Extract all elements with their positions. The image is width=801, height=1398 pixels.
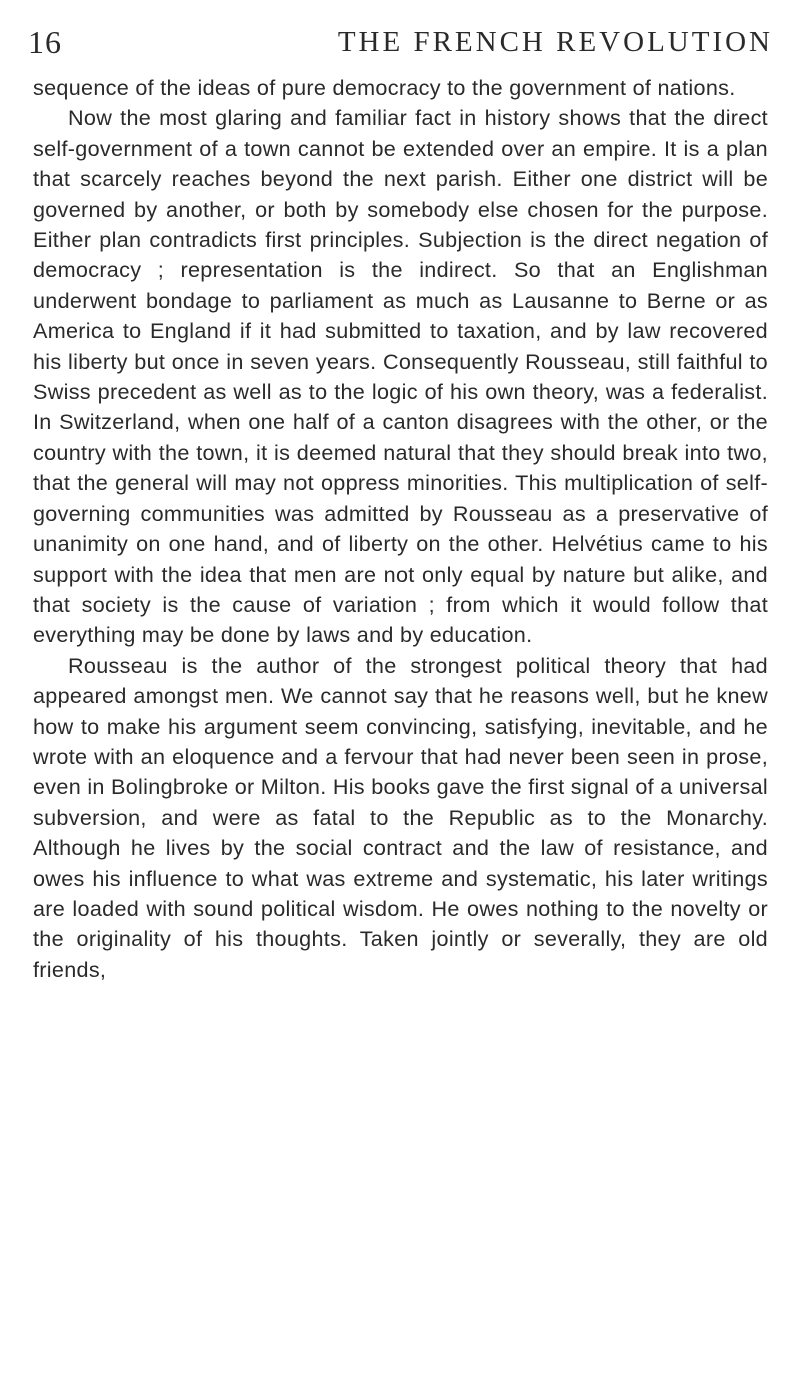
running-title: THE FRENCH REVOLUTION [337,26,773,58]
paragraph-rousseau-theory: Rousseau is the author of the strongest political theory that had appeared amongst men. We cannot say that he reasons well, but he knew how to make his argument seem convincing, satisfying, inevitable, and he wrote with an eloquence and a fervour that had never been seen in prose, even in Bolingbroke or Milton. His books gave the first signal of a universal subversion, and were as fatal to the Republic as to the Monarchy. Although he lives by the social contract and the law of resistance, and owes his influence to what was extreme and systematic, his later writings are loaded with sound political wisdom. He owes nothing to the novelty or the originality of his thoughts. Taken jointly or severally, they are old friends, [33,652,768,982]
body-text [33,73,768,985]
page-number: 16 [28,24,62,60]
paragraph-self-government: Now the most glaring and familiar fact in history shows that the direct self-government of a town cannot be extended over an empire. It is a plan that scarcely reaches beyond the next parish. Either one district will be governed by another, or both by somebody else chosen for the purpose. Either plan contradicts first principles. Subjection is the direct negation of democracy ; representation is the indirect. So that an Englishman underwent bondage to parliament as much as Lausanne to Berne or as America to England if it had submitted to taxation, and by law recovered his liberty but once in seven years. Consequently Rousseau, still faithful to Swiss precedent as well as to the logic of his own theory, was a federalist. In Switzerland, when one half of a canton disagrees with the other, or the country with the town, it is deemed natural that they should break into two, that the general will may not oppress minorities. This multiplication of self-governing communities was admitted by Rousseau as a preservative of unanimity on one hand, and of liberty on the other. Helvétius came to his support with the idea that men are not only equal by nature but alike, and that society is the cause of variation ; from which it would follow that everything may be done by laws and by education. [33,105,768,648]
paragraph-continuation: sequence of the ideas of pure democracy to the government of nations. [33,75,736,100]
running-head [28,22,773,62]
